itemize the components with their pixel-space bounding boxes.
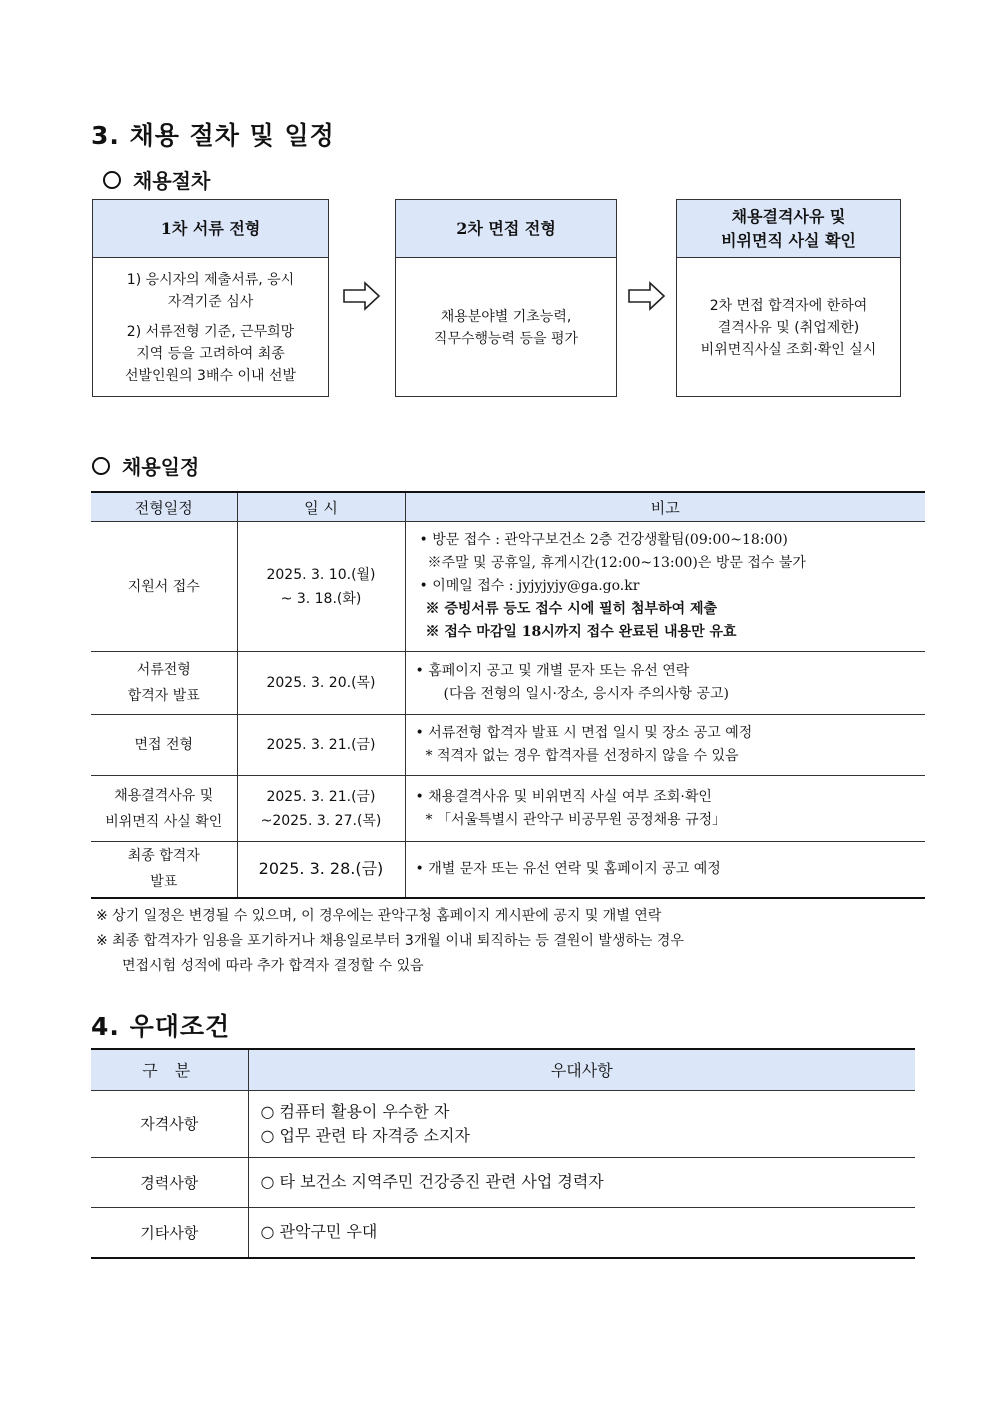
process-step-1 <box>92 199 329 397</box>
schedule-heading <box>92 451 199 480</box>
step-2-body-line: 직무수행능력 등을 평가 <box>433 330 579 347</box>
table-row <box>91 1157 915 1207</box>
footnote: 면접시험 성적에 따라 추가 합격자 결정할 수 있음 <box>122 958 424 974</box>
step-3-body-line: 2차 면접 합격자에 한하여 <box>709 297 868 314</box>
step-3-body-line: 결격사유 및 (취업제한) <box>717 319 860 336</box>
step-3-title-line: 채용결격사유 및 <box>731 206 846 226</box>
step-1-body-line: 선발인원의 3배수 이내 선발 <box>124 367 297 384</box>
header-category: 구 분 <box>91 1049 248 1090</box>
stage-cell: 채용결격사유 및 비위면직 사실 확인 <box>91 776 237 842</box>
preference-cell: ○ 컴퓨터 활용이 우수한 자 ○ 업무 관련 타 자격증 소지자 <box>248 1090 915 1157</box>
preference-header-row <box>91 1049 915 1090</box>
procedure-heading-text: 채용절차 <box>133 169 211 193</box>
step-2-body-line: 채용분야별 기초능력, <box>440 308 572 325</box>
right-arrow-icon <box>343 281 381 311</box>
notes-cell: • 서류전형 합격자 발표 시 면접 일시 및 장소 공고 예정 * 적격자 없는 경우 합격자를 선정하지 않을 수 있음 <box>405 715 925 776</box>
table-row <box>91 1207 915 1258</box>
step-2-title-line: 2차 면접 전형 <box>456 218 556 238</box>
notes-cell: • 채용결격사유 및 비위면직 사실 여부 조회·확인 * 「서울특별시 관악구 비공무원 공정채용 규정」 <box>405 776 925 842</box>
footnote: ※ 상기 일정은 변경될 수 있으며, 이 경우에는 관악구청 홈페이지 게시판에 공지 및 개별 연락 <box>96 908 662 924</box>
table-row <box>91 842 925 898</box>
stage-cell: 지원서 접수 <box>91 522 237 652</box>
header-stage: 전형일정 <box>91 492 237 522</box>
header-date: 일 시 <box>237 492 405 522</box>
circle-bullet-icon <box>103 171 121 189</box>
date-cell: 2025. 3. 21.(금) <box>237 715 405 776</box>
table-row <box>91 522 925 652</box>
stage-cell: 최종 합격자 발표 <box>91 842 237 898</box>
schedule-footnotes <box>96 904 926 979</box>
header-notes: 비고 <box>405 492 925 522</box>
notes-cell: • 개별 문자 또는 유선 연락 및 홈페이지 공고 예정 <box>405 842 925 898</box>
process-step-1-body <box>93 258 328 397</box>
stage-cell: 면접 전형 <box>91 715 237 776</box>
category-cell: 기타사항 <box>91 1207 248 1258</box>
procedure-heading <box>103 165 210 194</box>
process-step-2 <box>395 199 617 397</box>
header-preference: 우대사항 <box>248 1049 915 1090</box>
process-step-3-title <box>677 200 900 258</box>
date-cell: 2025. 3. 21.(금) ~2025. 3. 27.(목) <box>237 776 405 842</box>
schedule-heading-text: 채용일정 <box>122 455 200 479</box>
category-cell: 자격사항 <box>91 1090 248 1157</box>
stage-cell: 서류전형 합격자 발표 <box>91 652 237 715</box>
step-3-body-line: 비위면직사실 조회·확인 실시 <box>700 341 877 358</box>
process-step-1-title <box>93 200 328 258</box>
step-1-body-line: 지역 등을 고려하여 최종 <box>136 345 285 362</box>
notes-cell: • 방문 접수 : 관악구보건소 2층 건강생활팀(09:00~18:00) ※주말 및 공휴일, 휴게시간(12:00~13:00)은 방문 접수 불가 • 이메일 접수 : jyjyjyjy@ga.go.kr ※ 증빙서류 등도 접수 시에 필히 첨부하여 제출 ※ 접수 마감일 18시까지 접수 완료된 내용만 유효 <box>405 522 925 652</box>
table-row <box>91 776 925 842</box>
preference-cell: ○ 타 보건소 지역주민 건강증진 관련 사업 경력자 <box>248 1157 915 1207</box>
section4-title: 4. 우대조건 <box>91 1012 231 1041</box>
process-step-3 <box>676 199 901 397</box>
date-cell: 2025. 3. 28.(금) <box>237 842 405 898</box>
table-row <box>91 1090 915 1157</box>
schedule-table <box>91 491 925 899</box>
circle-bullet-icon <box>92 457 110 475</box>
section3-title: 3. 채용 절차 및 일정 <box>91 121 335 150</box>
footnote: ※ 최종 합격자가 임용을 포기하거나 채용일로부터 3개월 이내 퇴직하는 등 결원이 발생하는 경우 <box>96 933 684 949</box>
preference-table <box>91 1048 915 1259</box>
table-row <box>91 715 925 776</box>
step-1-body-line: 2) 서류전형 기준, 근무희망 <box>126 323 295 340</box>
notes-cell: • 홈페이지 공고 및 개별 문자 또는 유선 연락 (다음 전형의 일시·장소, 응시자 주의사항 공고) <box>405 652 925 715</box>
date-cell: 2025. 3. 10.(월) ~ 3. 18.(화) <box>237 522 405 652</box>
preference-cell: ○ 관악구민 우대 <box>248 1207 915 1258</box>
process-step-2-title <box>396 200 616 258</box>
category-cell: 경력사항 <box>91 1157 248 1207</box>
schedule-header-row <box>91 492 925 522</box>
process-step-3-body <box>677 258 900 397</box>
date-cell: 2025. 3. 20.(목) <box>237 652 405 715</box>
table-row <box>91 652 925 715</box>
process-step-2-body <box>396 258 616 397</box>
step-3-title-line: 비위면직 사실 확인 <box>721 230 856 250</box>
right-arrow-icon <box>628 281 666 311</box>
step-1-title-line: 1차 서류 전형 <box>160 218 261 238</box>
step-1-body-line: 1) 응시자의 제출서류, 응시 <box>126 271 295 288</box>
step-1-body-line: 자격기준 심사 <box>167 293 254 310</box>
